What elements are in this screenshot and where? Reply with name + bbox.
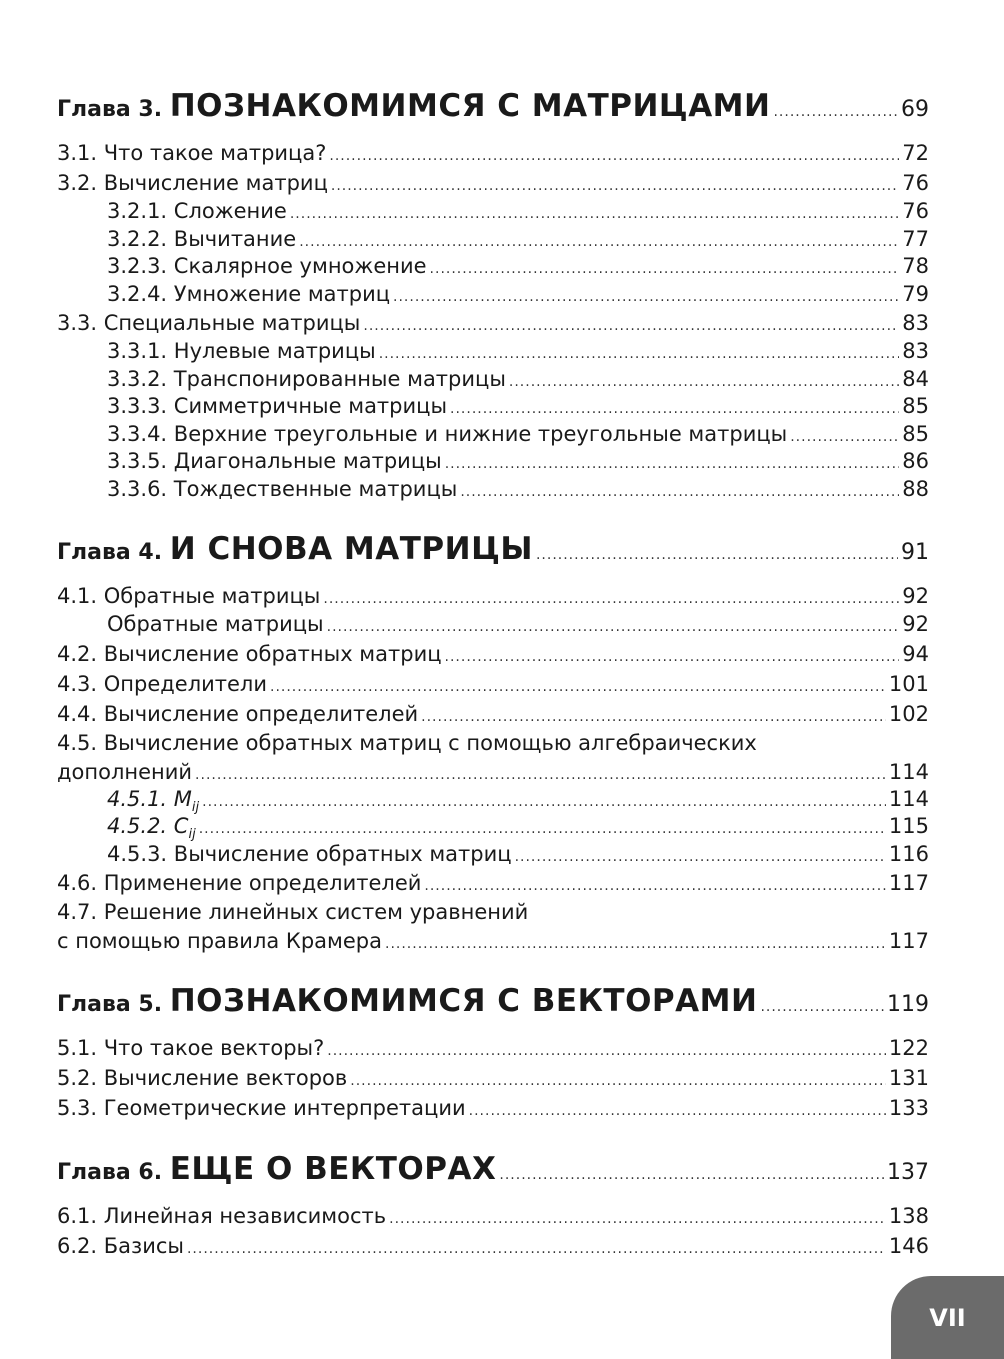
- entry-label: 4.5.1. $M_{ij}$: [107, 786, 200, 815]
- entry-label: 3.2.2. Вычитание: [107, 226, 297, 251]
- entry-page: 116: [888, 841, 929, 866]
- entry-label: 3.3.3. Симметричные матрицы: [107, 394, 448, 418]
- entry-page: 102: [888, 701, 929, 726]
- entry-page: 92: [902, 584, 929, 608]
- entry-label: 4.2. Вычисление обратных матриц: [57, 641, 442, 666]
- entry-page: 94: [902, 641, 929, 666]
- chapter-prefix: Глава 4.: [57, 540, 170, 565]
- entry-label: 4.5.2. $C_{ij}$: [107, 814, 196, 843]
- entry-label: 5.3. Геометрические интерпретации: [57, 1096, 466, 1120]
- toc-subentry: [57, 448, 929, 476]
- toc-subentry: [57, 813, 929, 841]
- toc-entry: [57, 1201, 929, 1231]
- chapter-page: 119: [887, 992, 929, 1017]
- leader-dots: [363, 311, 899, 341]
- entry-label: 6.1. Линейная независимость: [57, 1204, 387, 1228]
- entry-page: 88: [902, 476, 929, 501]
- entry-label: 4.4. Вычисление определителей: [57, 701, 419, 726]
- entry-page: 115: [888, 814, 929, 838]
- leader-dots: [499, 1167, 884, 1183]
- table-of-contents: [57, 88, 929, 1261]
- toc-subentry: [57, 476, 929, 504]
- chapter-page: 69: [901, 97, 929, 122]
- entry-label: 3.3.5. Диагональные матрицы: [107, 449, 442, 473]
- leader-dots: [460, 479, 899, 507]
- toc-entry: [57, 1033, 929, 1063]
- leader-dots: [450, 396, 899, 424]
- entry-label: 4.3. Определители: [57, 671, 267, 696]
- toc-subentry: [57, 281, 929, 309]
- entry-page: 76: [902, 199, 929, 223]
- leader-dots: [421, 702, 886, 732]
- entry-label: 3.3. Специальные матрицы: [57, 311, 361, 335]
- entry-page: 101: [888, 671, 929, 696]
- leader-dots: [379, 341, 900, 369]
- chapter-heading: [57, 531, 929, 579]
- leader-dots: [509, 369, 899, 397]
- entry-label: 3.1. Что такое матрица?: [57, 141, 327, 165]
- toc-entry-line: 4.7. Решение линейных систем уравнений: [57, 900, 529, 924]
- leader-dots: [329, 141, 899, 171]
- leader-dots: [445, 451, 900, 479]
- toc-subentry: [57, 611, 929, 639]
- leader-dots: [389, 1204, 886, 1234]
- chapter-title: И СНОВА МАТРИЦЫ: [169, 531, 533, 567]
- entry-page: 86: [902, 449, 929, 473]
- entry-page: 114: [888, 759, 929, 784]
- entry-page: 72: [902, 141, 929, 165]
- toc-subentry: [57, 421, 929, 449]
- leader-dots: [187, 1234, 886, 1264]
- leader-dots: [515, 844, 886, 872]
- entry-label: 3.2.3. Скалярное умножение: [107, 254, 427, 278]
- entry-label: 4.5.3. Вычисление обратных матриц: [107, 841, 512, 866]
- leader-dots: [469, 1096, 886, 1126]
- toc-subentry: [57, 226, 929, 254]
- entry-page: 117: [888, 871, 929, 895]
- entry-page: 138: [888, 1204, 929, 1228]
- leader-dots: [424, 871, 886, 901]
- toc-entry: [57, 639, 929, 669]
- leader-dots: [393, 284, 899, 312]
- chapter-page: 91: [901, 540, 929, 565]
- entry-label: 4.6. Применение определителей: [57, 871, 422, 895]
- entry-label: 5.1. Что такое векторы?: [57, 1036, 325, 1060]
- entry-page: 79: [902, 281, 929, 306]
- toc-subentry: [57, 786, 929, 814]
- entry-label: 3.2.4. Умножение матриц: [107, 281, 391, 306]
- toc-entry: [57, 1093, 929, 1123]
- leader-dots: [760, 999, 884, 1015]
- toc-entry: [57, 308, 929, 338]
- entry-subscript: ij: [191, 799, 200, 815]
- entry-label: 4.1. Обратные матрицы: [57, 584, 321, 608]
- chapter-page: 137: [887, 1160, 929, 1185]
- toc-entry: [57, 699, 929, 729]
- entry-page: 146: [888, 1234, 929, 1258]
- chapter-title: ЕЩЕ О ВЕКТОРАХ: [169, 1151, 497, 1187]
- entry-page: 83: [902, 311, 929, 335]
- leader-dots: [430, 256, 900, 284]
- leader-dots: [199, 816, 886, 844]
- leader-dots: [385, 930, 886, 958]
- chapter-heading: [57, 983, 929, 1031]
- entry-label: дополнений: [57, 759, 193, 784]
- leader-dots: [350, 1066, 886, 1096]
- entry-page: 76: [902, 171, 929, 195]
- entry-subscript: ij: [188, 827, 196, 843]
- chapter-prefix: Глава 6.: [57, 1160, 170, 1185]
- entry-page: 85: [902, 421, 929, 446]
- entry-label: 3.3.2. Транспонированные матрицы: [107, 366, 506, 391]
- chapter-title: ПОЗНАКОМИМСЯ С МАТРИЦАМИ: [169, 88, 771, 124]
- entry-page: 117: [888, 929, 929, 953]
- entry-label: 6.2. Базисы: [57, 1234, 184, 1258]
- entry-page: 84: [902, 366, 929, 391]
- entry-page: 83: [902, 339, 929, 363]
- leader-dots: [290, 201, 899, 229]
- toc-subentry: [57, 393, 929, 421]
- leader-dots: [327, 1036, 886, 1066]
- entry-page: 85: [902, 394, 929, 418]
- toc-subentry: [57, 366, 929, 394]
- entry-label: 3.3.4. Верхние треугольные и нижние треугольные матрицы: [107, 421, 788, 446]
- toc-entry-line: 4.5. Вычисление обратных матриц с помощью алгебраических: [57, 730, 757, 755]
- leader-dots: [445, 642, 900, 672]
- toc-entry: [57, 758, 929, 786]
- entry-label: 3.2. Вычисление матриц: [57, 171, 328, 195]
- entry-page: 78: [902, 254, 929, 278]
- page-number: VII: [929, 1303, 966, 1332]
- entry-label: 3.3.1. Нулевые матрицы: [107, 339, 376, 363]
- toc-entry: [57, 168, 929, 198]
- toc-entry: [57, 1063, 929, 1093]
- entry-label: 5.2. Вычисление векторов: [57, 1066, 348, 1090]
- leader-dots: [536, 547, 898, 563]
- page-number-tab: [891, 1276, 1004, 1359]
- chapter-title: ПОЗНАКОМИМСЯ С ВЕКТОРАМИ: [169, 983, 758, 1019]
- leader-dots: [323, 584, 899, 614]
- leader-dots: [331, 171, 899, 201]
- entry-label: 3.3.6. Тождественные матрицы: [107, 476, 458, 501]
- entry-label: с помощью правила Крамера: [57, 929, 382, 953]
- entry-label: 3.2.1. Сложение: [107, 199, 287, 223]
- leader-dots: [299, 229, 899, 257]
- toc-subentry: [57, 841, 929, 869]
- toc-entry: [57, 927, 929, 955]
- leader-dots: [195, 761, 886, 789]
- leader-dots: [790, 424, 899, 452]
- entry-page: 92: [902, 612, 929, 636]
- leader-dots: [202, 789, 886, 817]
- chapter-heading: [57, 88, 929, 136]
- entry-page: 77: [902, 226, 929, 251]
- toc-entry: [57, 669, 929, 699]
- entry-label: Обратные матрицы: [107, 612, 324, 636]
- chapter-heading: [57, 1151, 929, 1199]
- toc-entry: [57, 138, 929, 168]
- toc-entry: [57, 868, 929, 898]
- entry-page: 122: [888, 1036, 929, 1060]
- toc-subentry: [57, 253, 929, 281]
- leader-dots: [773, 104, 898, 120]
- toc-subentry: [57, 198, 929, 226]
- chapter-prefix: Глава 5.: [57, 992, 170, 1017]
- leader-dots: [327, 614, 900, 642]
- leader-dots: [270, 672, 886, 702]
- chapter-prefix: Глава 3.: [57, 97, 170, 122]
- entry-page: 133: [888, 1096, 929, 1120]
- toc-entry: [57, 1231, 929, 1261]
- entry-page: 114: [888, 786, 929, 811]
- toc-subentry: [57, 338, 929, 366]
- toc-entry: [57, 581, 929, 611]
- entry-page: 131: [888, 1066, 929, 1090]
